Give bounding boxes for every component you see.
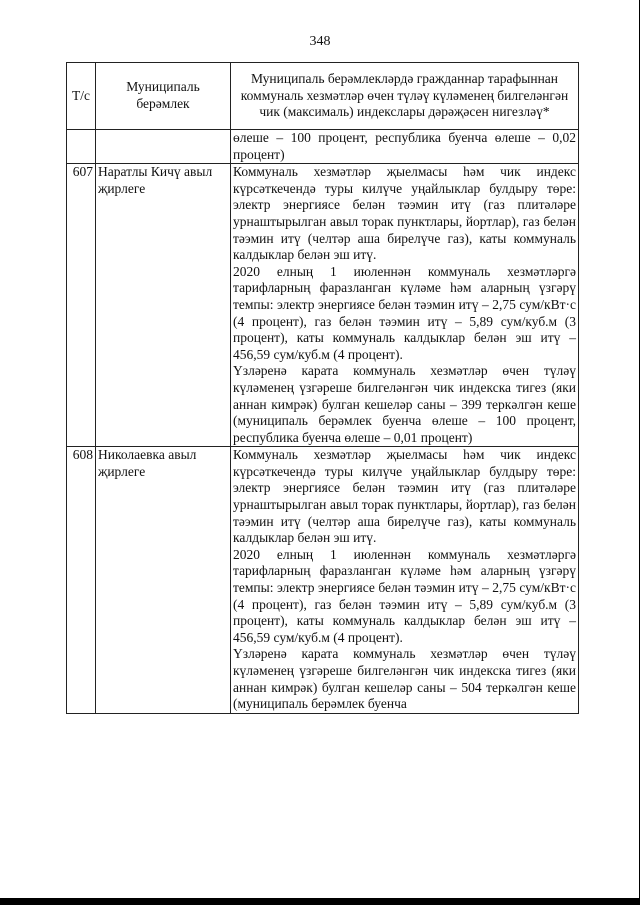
row-municipality: Николаевка авыл җирлеге <box>96 447 231 714</box>
page-number: 348 <box>309 34 331 49</box>
header-municipality: Муниципаль берәмлек <box>96 63 231 130</box>
table-header-row <box>67 63 579 130</box>
table-row <box>67 164 579 447</box>
row-description <box>231 130 579 164</box>
table-row <box>67 447 579 714</box>
scan-edge-bottom <box>0 898 640 905</box>
header-number: Т/с <box>67 63 96 130</box>
description-paragraph: 2020 елның 1 июленнән коммуналь хезмәтләргә тарифларның фаразланган күләме һәм аларның үзгәрү темпы: электр энергиясе белән тәэмин итү – 2,75 сум/кВт·с (4 процент), газ белән тәэмин итү – 5,89 сум/куб.м (3 процент), каты коммуналь калдыклар белән эш итү – 456,59 сум/куб.м (4 процент). <box>233 263 576 362</box>
table-row <box>67 130 579 164</box>
description-paragraph: Коммуналь хезмәтләр җыелмасы һәм чик индекс күрсәткечендә туры килүче уңайлыклар булдыру төре: электр энергиясе белән тәэмин итү (газ плитәләре урнаштырылган авыл торак пунктлары, йортлар), газ белән тәэмин итү (челтәр аша бирелүче газ), каты коммуналь калдыклар белән эш итү. <box>233 447 576 546</box>
description-paragraph: Коммуналь хезмәтләр җыелмасы һәм чик индекс күрсәткечендә туры килүче уңайлыклар булдыру төре: электр энергиясе белән тәэмин итү (газ плитәләре урнаштырылган авыл торак пунктлары, йортлар), газ белән тәэмин итү (челтәр аша бирелүче газ), каты коммуналь калдыклар белән эш итү. <box>233 164 576 263</box>
row-description <box>231 164 579 447</box>
description-paragraph: Үзләренә карата коммуналь хезмәтләр өчен түләү күләменең үзгәреше билгеләнгән чик индекска тигез (яки аннан кимрәк) булган кешеләр саны – 504 теркәлгән кеше (муниципаль берәмлек буенча <box>233 646 576 712</box>
description-paragraph: 2020 елның 1 июленнән коммуналь хезмәтләргә тарифларның фаразланган күләме һәм аларның үзгәрү темпы: электр энергиясе белән тәэмин итү – 2,75 сум/кВт·с (4 процент), газ белән тәэмин итү – 5,89 сум/куб.м (3 процент), каты коммуналь калдыклар белән эш итү – 456,59 сум/куб.м (4 процент). <box>233 546 576 645</box>
row-number: 608 <box>67 447 96 714</box>
row-description <box>231 447 579 714</box>
row-municipality: Наратлы Кичү авыл җирлеге <box>96 164 231 447</box>
row-municipality <box>96 130 231 164</box>
row-number <box>67 130 96 164</box>
row-number: 607 <box>67 164 96 447</box>
description-paragraph: өлеше – 100 процент, республика буенча өлеше – 0,02 процент) <box>233 130 576 162</box>
header-indices-justification: Муниципаль берәмлекләрдә гражданнар тарафыннан коммуналь хезмәтләр өчен түләү күләменең билгеләнгән чик (максималь) индекслары дәрәҗәсен нигезләү* <box>231 63 579 130</box>
indices-table <box>66 62 579 714</box>
description-paragraph: Үзләренә карата коммуналь хезмәтләр өчен түләү күләменең үзгәреше билгеләнгән чик индекска тигез (яки аннан кимрәк) булган кешеләр саны – 399 теркәлгән кеше (муниципаль берәмлек буенча өлеше – 100 процент, республика буенча өлеше – 0,01 процент) <box>233 363 576 445</box>
